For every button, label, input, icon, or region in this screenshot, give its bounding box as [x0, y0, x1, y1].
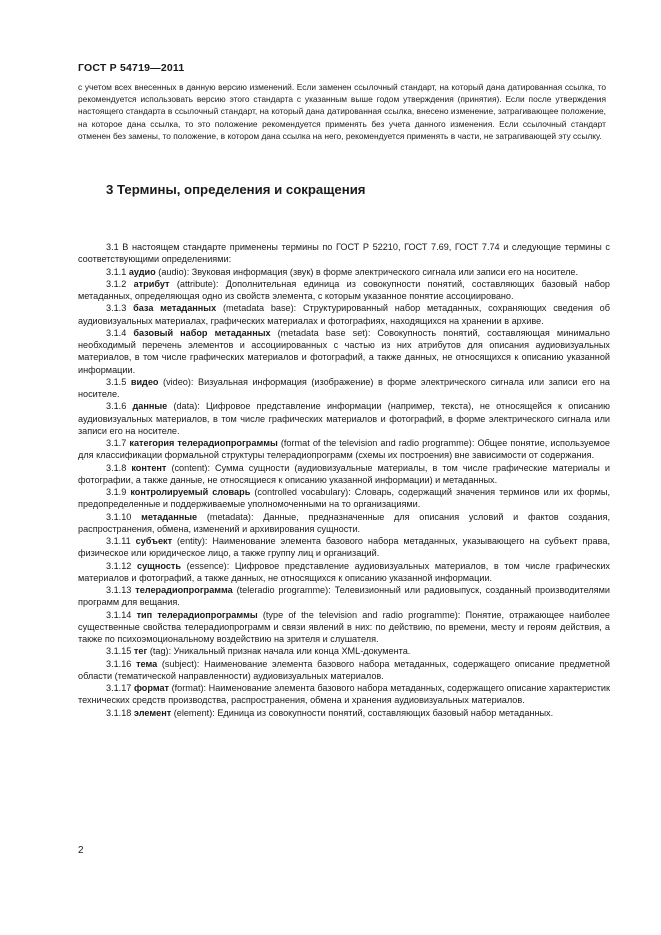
clause-number: 3.1.15 [106, 646, 132, 657]
clause-number: 3.1.14 [106, 609, 132, 620]
term-name: атрибут [133, 278, 170, 289]
definition-text: (entity): Наименование элемента базового набора метаданных, указывающего на субъект права, физическое или юридическое лицо, а также группу лиц и организаций. [78, 536, 610, 559]
term-name: контролируемый словарь [130, 487, 251, 497]
term-paragraph [78, 584, 610, 609]
term-name: данные [132, 401, 168, 412]
definition-text: (essence): Цифровое представление аудиовизуальных материалов, в том числе графических материалов и фотографий, а также данных, не относящихся к описанию указанной информации. [78, 560, 610, 583]
definition-text: (tag): Уникальный признак начала или конца XML-документа. [149, 646, 411, 657]
clause-number: 3.1.1 [106, 266, 127, 277]
definition-text: В настоящем стандарте применены термины по ГОСТ Р 52210, ГОСТ 7.69, ГОСТ 7.74 и следующие термины с соответствующими определениями: [78, 242, 610, 265]
term-paragraph [78, 400, 610, 437]
definition-text: (controlled vocabulary): Словарь, содержащий значения терминов или их формы, предопределенные и поддерживаемые уполномоченными на то организациями. [78, 487, 610, 510]
definition-text: (format): Наименование элемента базового набора метаданных, содержащего описание характеристик технических средств производства, распространения, обмена и хранения аудиовизуальных материалов. [78, 683, 610, 706]
term-paragraph [78, 645, 610, 657]
term-paragraph [78, 266, 610, 278]
term-paragraph [78, 535, 610, 560]
document-code-header: ГОСТ Р 54719—2011 [78, 62, 185, 74]
definition-text: (teleradio programme): Телевизионный или радиовыпуск, созданный производителями программ для вещания. [78, 585, 610, 608]
clause-number: 3.1.7 [106, 438, 127, 448]
term-paragraph [78, 658, 610, 683]
definition-text: (content): Сумма сущности (аудиовизуальные материалы, в том числе графические материалы и фотографии, а также данные, не относящиеся к описанию указанной информации) и метаданных. [78, 462, 610, 485]
clause-number: 3.1.12 [106, 560, 132, 571]
terms-list [78, 241, 610, 719]
clause-number: 3.1.3 [106, 303, 127, 314]
term-name: элемент [133, 707, 172, 718]
term-paragraph [78, 560, 610, 585]
definition-text: (metadata): Данные, предназначенные для описания условий и фактов создания, распространения, обмена, изменений и архивирования сущности. [78, 511, 610, 534]
term-paragraph [78, 327, 610, 376]
term-paragraph [78, 707, 610, 719]
clause-number: 3.1.6 [106, 401, 127, 412]
term-name: телерадиопрограмма [135, 585, 233, 595]
clause-number: 3.1.2 [106, 278, 127, 289]
term-name: база метаданных [133, 303, 217, 314]
term-name: формат [133, 683, 170, 693]
term-name: базовый набор метаданных [133, 327, 271, 338]
term-name: тема [136, 658, 158, 669]
term-paragraph [78, 462, 610, 487]
clause-number: 3.1 [106, 242, 119, 252]
term-paragraph [78, 682, 610, 707]
definition-text: (format of the television and radio programme): Общее понятие, используемое для классификации формальной структуры телерадиопрограмм (схемы их построения) вне зависимости от содержания. [78, 438, 610, 461]
definition-text: (type of the television and radio programme): Понятие, отражающее наиболее существенные свойства телерадиопрограмм и связи явлений в них: по действию, по времени, месту и героям действия, а также по психоэмоциональному воздействию на зрителя и слушателя. [78, 609, 610, 644]
definition-text: (video): Визуальная информация (изображение) в форме электрического сигнала или записи его на носителе. [78, 376, 610, 399]
term-name: сущность [137, 560, 181, 571]
term-name: метаданные [141, 511, 198, 522]
term-paragraph [78, 609, 610, 646]
clause-number: 3.1.4 [106, 327, 127, 338]
section-title: 3 Термины, определения и сокращения [106, 182, 366, 197]
page-number: 2 [78, 845, 84, 856]
definition-text: (attribute): Дополнительная единица из совокупности понятий, составляющих базовый набор метаданных, определяющая одно из свойств элемента, с которым указанное понятие ассоциировано. [78, 278, 610, 301]
term-paragraph [78, 278, 610, 303]
definition-text: (subject): Наименование элемента базового набора метаданных, содержащего описание предметной области (тематической направленности) аудиовизуальных материалов. [78, 658, 610, 681]
term-name: категория телерадиопрограммы [129, 438, 278, 448]
term-paragraph [78, 437, 610, 462]
term-name: тег [133, 646, 148, 657]
clause-number: 3.1.8 [106, 462, 127, 473]
clause-number: 3.1.18 [106, 707, 132, 718]
term-name: аудио [128, 266, 156, 277]
clause-number: 3.1.11 [106, 536, 131, 546]
definition-text: (metadata base set): Совокупность понятий, составляющая минимально необходимый перечень элементов и ассоциированных с частью из них атрибутов для описания аудиовизуальных материалов, в том числе графических материалов и фотографий, а также данных, не относящихся к описанию указанной информации. [78, 327, 610, 375]
term-paragraph [78, 302, 610, 327]
definition-text: (metadata base): Структурированный набор метаданных, сохраняющих сведения об аудиовизуальных материалах, графических материалах и фотографиях, находящихся на хранении в архиве. [78, 303, 610, 326]
clause-number: 3.1.13 [106, 585, 132, 595]
clause-number: 3.1.16 [106, 658, 132, 669]
clause-number: 3.1.5 [106, 376, 127, 387]
definition-text: (audio): Звуковая информация (звук) в форме электрического сигнала или записи его на носителе. [158, 266, 579, 277]
term-name: субъект [135, 536, 173, 546]
definition-text: (data): Цифровое представление информации (например, текста), не относящейся к описанию аудиовизуальных материалов, в том числе графических материалов и фотографий, в форме электрического сигнала или записи его на носителе. [78, 401, 610, 436]
definition-text: (element): Единица из совокупности понятий, составляющих базовый набор метаданных. [173, 707, 554, 718]
term-name: видео [130, 376, 159, 387]
term-paragraph [78, 511, 610, 536]
term-name: контент [131, 462, 167, 473]
term-paragraph [78, 241, 610, 266]
clause-number: 3.1.9 [106, 487, 127, 497]
term-name: тип телерадиопрограммы [136, 609, 258, 620]
term-paragraph [78, 376, 610, 401]
intro-paragraph: с учетом всех внесенных в данную версию изменений. Если заменен ссылочный стандарт, на который дана датированная ссылка, то рекомендуется использовать версию этого стандарта с указанным выше годом утверждения (принятия). Если после утверждения настоящего стандарта в ссылочный стандарт, на который дана датированная ссылка, внесено изменение, затрагивающее положение, на которое дана ссылка, то это положение рекомендуется применять без учета данного изменения. Если ссылочный стандарт отменен без замены, то положение, в котором дана ссылка на него, рекомендуется применять в части, не затрагивающей эту ссылку. [78, 82, 606, 141]
clause-number: 3.1.10 [106, 511, 132, 522]
term-paragraph [78, 486, 610, 511]
clause-number: 3.1.17 [106, 683, 132, 693]
